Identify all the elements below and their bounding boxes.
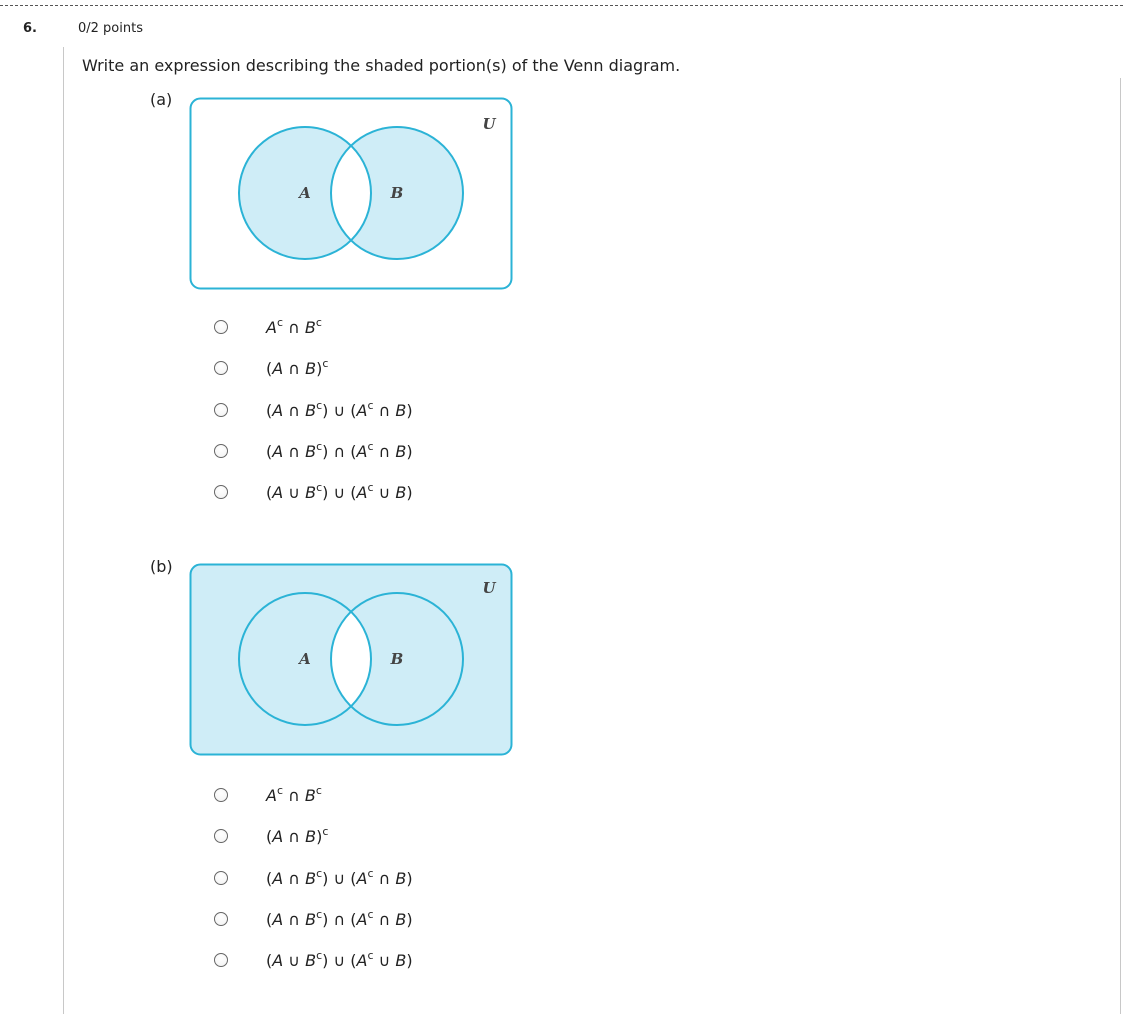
operator: ) ∩ ( [322, 441, 357, 461]
radio-button[interactable] [214, 361, 228, 375]
operator: ∪ [283, 483, 306, 503]
operator: ∩ [283, 909, 306, 929]
superscript: c [316, 398, 323, 412]
set-variable: B [304, 786, 316, 805]
superscript: c [276, 784, 284, 797]
superscript: c [367, 866, 374, 880]
radio-button[interactable] [214, 788, 228, 802]
set-variable: B [305, 827, 317, 847]
radio-button[interactable] [214, 485, 228, 499]
set-variable: A [356, 909, 368, 929]
operator: ( [266, 441, 273, 461]
radio-button[interactable] [214, 320, 228, 334]
set-b-label: B [390, 650, 404, 668]
operator: ) ∪ ( [322, 400, 357, 420]
superscript: c [367, 439, 374, 453]
operator: ( [266, 951, 273, 971]
set-variable: A [266, 318, 277, 337]
question-number: 6. [23, 21, 37, 36]
universe-label: U [482, 115, 496, 133]
set-variable: B [395, 400, 407, 420]
set-variable: A [272, 951, 284, 971]
superscript: c [367, 907, 374, 921]
set-variable: A [356, 400, 368, 420]
superscript: c [367, 481, 374, 495]
choice-expression [266, 439, 413, 461]
operator: ∩ [283, 359, 306, 379]
set-variable: A [272, 400, 284, 420]
superscript: c [276, 316, 284, 329]
set-variable: A [272, 827, 284, 847]
operator: ) ∪ ( [322, 483, 357, 503]
operator: ) ∪ ( [322, 868, 357, 888]
operator: ) [406, 441, 413, 461]
operator: ) [406, 483, 413, 503]
set-variable: B [305, 868, 317, 888]
superscript: c [316, 949, 323, 963]
superscript: c [315, 784, 322, 797]
superscript: c [315, 316, 322, 329]
set-variable: B [305, 359, 317, 379]
radio-button[interactable] [214, 871, 228, 885]
set-variable: B [395, 909, 407, 929]
set-variable: B [305, 400, 317, 420]
choice-expression [266, 786, 322, 805]
choice-expression [266, 827, 328, 846]
set-a-label: A [299, 650, 311, 668]
set-variable: B [305, 951, 317, 971]
operator: ( [266, 483, 273, 503]
superscript: c [316, 439, 323, 453]
choice-expression [266, 951, 413, 970]
radio-button[interactable] [214, 829, 228, 843]
set-variable: B [305, 441, 317, 461]
choice-expression [266, 907, 413, 929]
radio-button[interactable] [214, 953, 228, 967]
superscript: c [367, 949, 374, 963]
operator: ) ∩ ( [322, 909, 357, 929]
choice-expression [266, 866, 413, 888]
set-variable: B [395, 951, 407, 971]
superscript: c [316, 907, 323, 921]
set-variable: A [272, 909, 284, 929]
choice-expression [266, 318, 322, 337]
operator: ∪ [373, 951, 396, 971]
set-variable: B [395, 441, 407, 461]
set-variable: B [305, 909, 317, 929]
choice-expression [266, 483, 413, 502]
set-variable: B [304, 318, 316, 337]
set-variable: A [356, 441, 368, 461]
operator: ( [266, 827, 273, 847]
operator: ( [266, 400, 273, 420]
set-variable: A [272, 359, 284, 379]
superscript: c [322, 357, 329, 371]
right-divider [1120, 78, 1121, 1014]
superscript: c [322, 825, 329, 839]
set-variable: A [356, 868, 368, 888]
operator: ∩ [283, 827, 306, 847]
venn-diagram-b [189, 563, 513, 756]
operator: ∪ [373, 483, 396, 503]
set-variable: B [395, 868, 407, 888]
set-variable: A [266, 786, 277, 805]
operator: ) [316, 827, 323, 847]
operator: ∩ [283, 868, 306, 888]
operator: ∩ [283, 318, 305, 337]
choice-expression [266, 398, 413, 420]
set-variable: B [395, 483, 407, 503]
part-b-label: (b) [150, 557, 173, 576]
superscript: c [367, 398, 374, 412]
operator: ∪ [283, 951, 306, 971]
set-variable: B [305, 483, 317, 503]
question-prompt: Write an expression describing the shaded portion(s) of the Venn diagram. [82, 56, 681, 75]
set-a-label: A [299, 184, 311, 202]
operator: ( [266, 909, 273, 929]
set-variable: A [356, 483, 368, 503]
operator: ∩ [373, 400, 396, 420]
choice-expression [266, 359, 328, 378]
venn-diagram-a [189, 97, 513, 290]
operator: ) ∪ ( [322, 951, 357, 971]
operator: ) [406, 868, 413, 888]
left-divider [63, 47, 64, 1014]
operator: ∩ [373, 909, 396, 929]
operator: ∩ [373, 868, 396, 888]
top-dashed-rule [0, 5, 1123, 6]
universe-label: U [482, 579, 496, 597]
operator: ∩ [283, 400, 306, 420]
operator: ( [266, 868, 273, 888]
operator: ∩ [283, 786, 305, 805]
operator: ) [406, 909, 413, 929]
radio-button[interactable] [214, 403, 228, 417]
set-variable: A [272, 441, 284, 461]
operator: ∩ [283, 441, 306, 461]
radio-button[interactable] [214, 444, 228, 458]
operator: ( [266, 359, 273, 379]
set-variable: A [272, 868, 284, 888]
superscript: c [316, 481, 323, 495]
set-variable: A [356, 951, 368, 971]
operator: ∩ [373, 441, 396, 461]
part-a-label: (a) [150, 90, 173, 109]
operator: ) [406, 400, 413, 420]
operator: ) [316, 359, 323, 379]
superscript: c [316, 866, 323, 880]
set-b-label: B [390, 184, 404, 202]
radio-button[interactable] [214, 912, 228, 926]
set-variable: A [272, 483, 284, 503]
question-points: 0/2 points [78, 21, 143, 36]
operator: ) [406, 951, 413, 971]
